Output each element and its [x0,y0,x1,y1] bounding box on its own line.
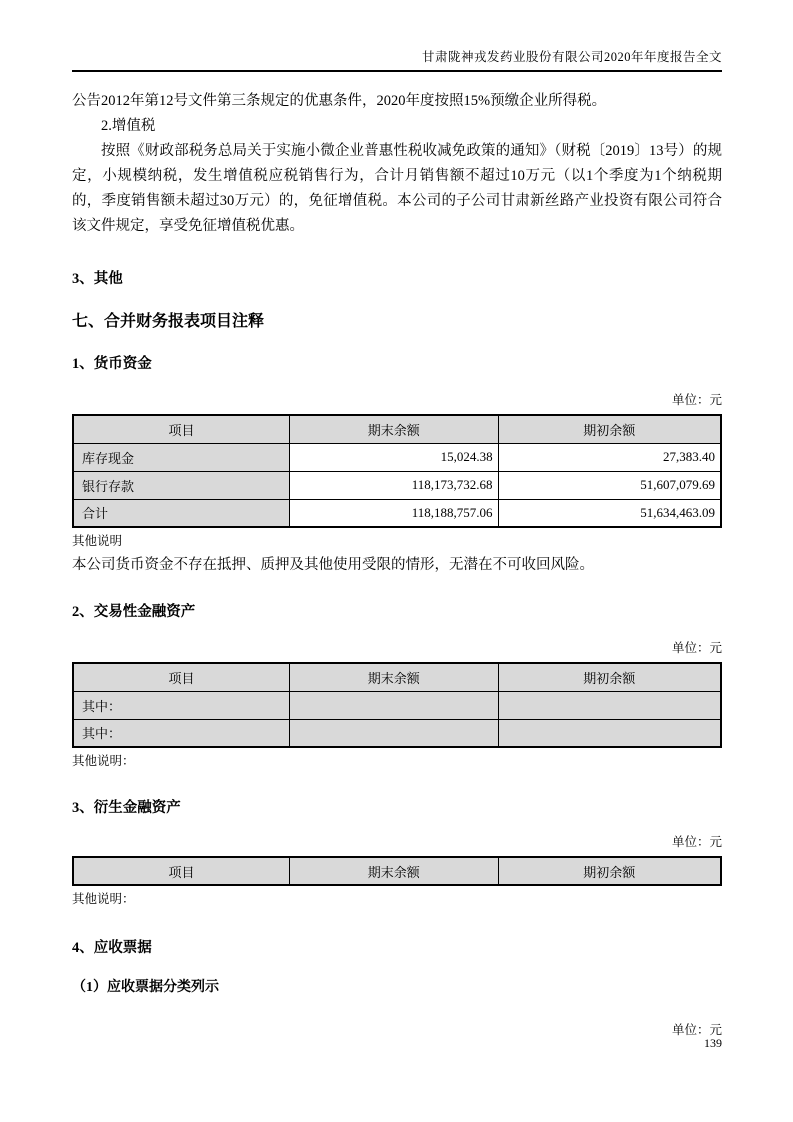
page-number: 139 [704,1036,722,1050]
heading-consolidated-notes: 七、合并财务报表项目注释 [72,313,265,330]
heading-notes-receivable: 4、应收票据 [72,940,152,956]
table-row [73,471,721,499]
heading-notes-receivable-classification: （1）应收票据分类列示 [72,980,219,995]
heading-monetary-funds: 1、货币资金 [72,356,152,372]
trading-assets-table-body [73,691,721,747]
unit-label-derivative-assets: 单位：元 [671,835,722,849]
trading-financial-assets-table [72,662,722,748]
row-label-cell: 其中： [73,691,289,719]
row-value-cell [289,691,498,719]
column-header-cell: 期末余额 [289,415,498,443]
unit-label-trading-assets: 单位：元 [671,641,722,655]
unit-label-notes-receivable: 单位：元 [671,1023,722,1037]
row-value-cell: 27,383.40 [498,443,721,471]
row-value-cell [289,719,498,747]
table-row [73,719,721,747]
derivative-financial-assets-table [72,856,722,886]
row-label-cell: 库存现金 [73,443,289,471]
row-value-cell: 51,607,079.69 [498,471,721,499]
paragraph-income-tax: 公告2012年第12号文件第三条规定的优惠条件，2020年度按照15%预缴企业所得税。 [72,93,607,109]
heading-derivative-financial-assets: 3、衍生金融资产 [72,800,181,816]
table-row [73,499,721,527]
note-label-derivative-assets: 其他说明： [72,892,135,906]
column-header-cell: 期初余额 [498,857,721,885]
column-header-cell: 期末余额 [289,857,498,885]
unit-label-monetary-funds: 单位：元 [671,393,722,407]
column-header-cell: 期初余额 [498,415,721,443]
paragraph-vat-label: 2.增值税 [101,118,156,134]
column-header-cell: 期末余额 [289,663,498,691]
column-header-cell: 项目 [73,857,289,885]
row-value-cell [498,719,721,747]
header-title: 甘肃陇神戎发药业股份有限公司2020年年度报告全文 [421,49,722,64]
table-header-row [73,663,721,691]
page-content [72,72,722,1038]
column-header-cell: 项目 [73,415,289,443]
table-header-row [73,857,721,885]
note-label-monetary-funds: 其他说明 [72,534,123,548]
row-value-cell: 118,188,757.06 [289,499,498,527]
row-value-cell: 15,024.38 [289,443,498,471]
row-value-cell [498,691,721,719]
row-label-cell: 合计 [73,499,289,527]
monetary-funds-table-body [73,443,721,527]
column-header-cell: 项目 [73,663,289,691]
heading-other: 3、其他 [72,271,123,287]
row-value-cell: 51,634,463.09 [498,499,721,527]
monetary-funds-table [72,414,722,528]
row-value-cell: 118,173,732.68 [289,471,498,499]
heading-trading-financial-assets: 2、交易性金融资产 [72,604,196,620]
table-header-row [73,415,721,443]
table-row [73,691,721,719]
table-row [73,443,721,471]
page-header [72,0,722,72]
row-label-cell: 银行存款 [73,471,289,499]
paragraph-vat-policy: 按照《财政部税务总局关于实施小微企业普惠性税收减免政策的通知》（财税〔2019〕13号）的规定，小规模纳税，发生增值税应税销售行为，合计月销售额不超过10万元（以1个季度为1个纳税期的，季度销售额未超过30万元）的，免征增值税。本公司的子公司甘肃新丝路产业投资有限公司符合该文件规定，享受免征增值税优惠。 [72,143,722,234]
note-label-trading-assets: 其他说明： [72,754,135,768]
column-header-cell: 期初余额 [498,663,721,691]
note-text-monetary-funds: 本公司货币资金不存在抵押、质押及其他使用受限的情形，无潜在不可收回风险。 [72,557,594,573]
row-label-cell: 其中： [73,719,289,747]
